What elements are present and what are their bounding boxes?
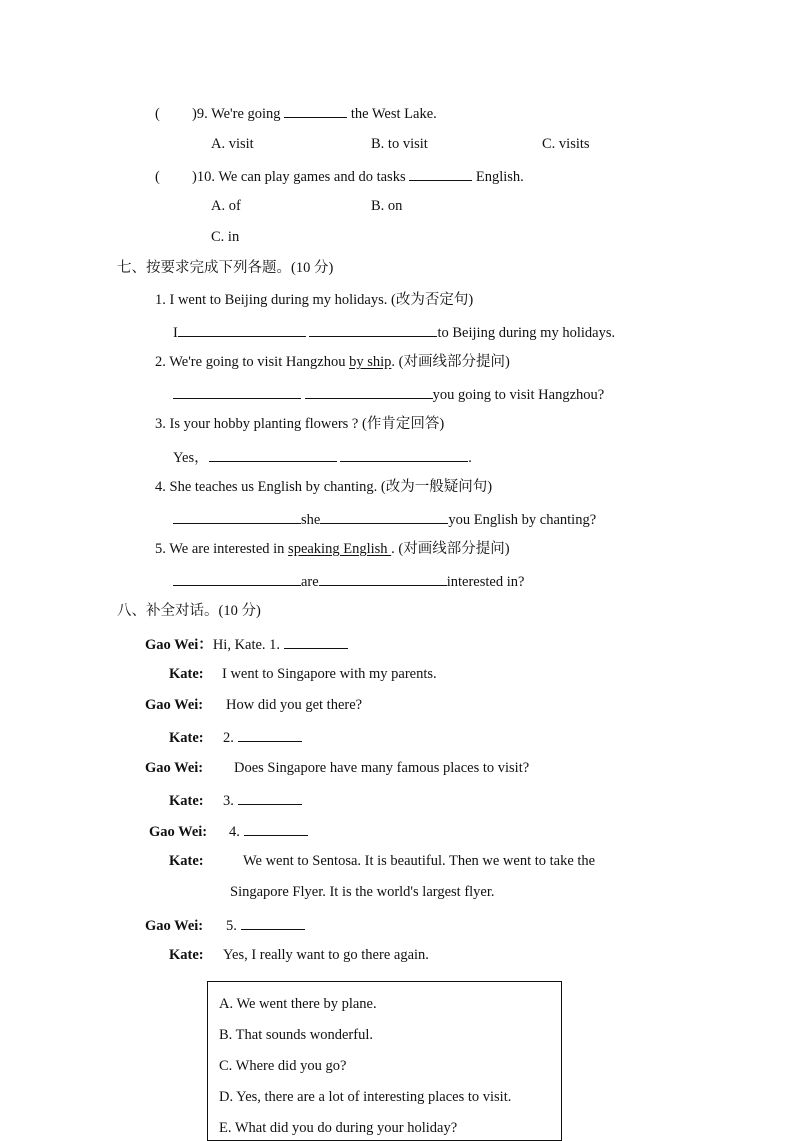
sec7-a1: I to Beijing during my holidays. xyxy=(173,322,615,342)
option-a: A. We went there by plane. xyxy=(219,996,377,1012)
dialogue-line: Kate: 2. xyxy=(169,727,302,747)
answer-paren[interactable]: ( xyxy=(155,106,160,122)
option-b: B. to visit xyxy=(371,136,428,152)
blank[interactable] xyxy=(173,384,301,399)
blank[interactable] xyxy=(173,571,301,586)
answer-paren[interactable]: ( xyxy=(155,169,160,185)
sec7-q1: 1. I went to Beijing during my holidays. (改为否定句) xyxy=(155,292,474,308)
sec7-q3: 3. Is your hobby planting flowers ? (作肯定回答) xyxy=(155,416,445,432)
sec7-q4: 4. She teaches us English by chanting. (改为一般疑问句) xyxy=(155,479,493,495)
blank[interactable] xyxy=(173,509,301,524)
sec7-a4: she you English by chanting? xyxy=(173,509,596,529)
dialogue-line: Kate: I went to Singapore with my parents. xyxy=(169,666,437,682)
blank[interactable] xyxy=(305,384,433,399)
blank[interactable] xyxy=(409,166,472,181)
dialogue-line: Kate: We went to Sentosa. It is beautiful. Then we went to take the xyxy=(169,853,596,869)
blank[interactable] xyxy=(241,915,305,930)
blank[interactable] xyxy=(238,727,302,742)
dialogue-line: Gao Wei：Hi, Kate. 1. xyxy=(145,634,348,654)
blank[interactable] xyxy=(244,821,308,836)
option-c: C. in xyxy=(211,229,240,245)
option-b: B. on xyxy=(371,198,403,214)
blank[interactable] xyxy=(238,790,302,805)
dialogue-line: Kate: Yes, I really want to go there again. xyxy=(169,947,429,963)
sec7-q2: 2. We're going to visit Hangzhou by ship. (对画线部分提问) xyxy=(155,354,510,370)
blank[interactable] xyxy=(319,571,447,586)
sec7-a3: Yes， . xyxy=(173,447,472,467)
option-c: C. visits xyxy=(542,136,590,152)
dialogue-line: Singapore Flyer. It is the world's largest flyer. xyxy=(230,884,495,900)
blank[interactable] xyxy=(284,103,347,118)
sec7-q5: 5. We are interested in speaking English . (对画线部分提问) xyxy=(155,541,510,557)
option-a: A. visit xyxy=(211,136,254,152)
blank[interactable] xyxy=(320,509,448,524)
option-b: B. That sounds wonderful. xyxy=(219,1027,373,1043)
sec7-a5: are interested in? xyxy=(173,571,524,591)
dialogue-line: Gao Wei: 5. xyxy=(145,915,305,935)
option-e: E. What did you do during your holiday? xyxy=(219,1120,458,1136)
blank[interactable] xyxy=(309,322,437,337)
dialogue-line: Gao Wei: Does Singapore have many famous places to visit? xyxy=(145,760,530,776)
dialogue-line: Kate: 3. xyxy=(169,790,302,810)
option-a: A. of xyxy=(211,198,241,214)
blank[interactable] xyxy=(209,447,337,462)
sec7-a2: you going to visit Hangzhou? xyxy=(173,384,604,404)
question-10: ( )10. We can play games and do tasks English. xyxy=(155,166,524,186)
dialogue-line: Gao Wei: 4. xyxy=(149,821,308,841)
option-c: C. Where did you go? xyxy=(219,1058,347,1074)
options-box xyxy=(207,981,562,1141)
blank[interactable] xyxy=(284,634,348,649)
option-d: D. Yes, there are a lot of interesting places to visit. xyxy=(219,1089,512,1105)
section-8-heading: 八、补全对话。(10 分) xyxy=(117,603,261,619)
question-9: ( )9. We're going the West Lake. xyxy=(155,103,437,123)
blank[interactable] xyxy=(178,322,306,337)
blank[interactable] xyxy=(340,447,468,462)
section-7-heading: 七、按要求完成下列各题。(10 分) xyxy=(117,260,334,276)
dialogue-line: Gao Wei: How did you get there? xyxy=(145,697,363,713)
